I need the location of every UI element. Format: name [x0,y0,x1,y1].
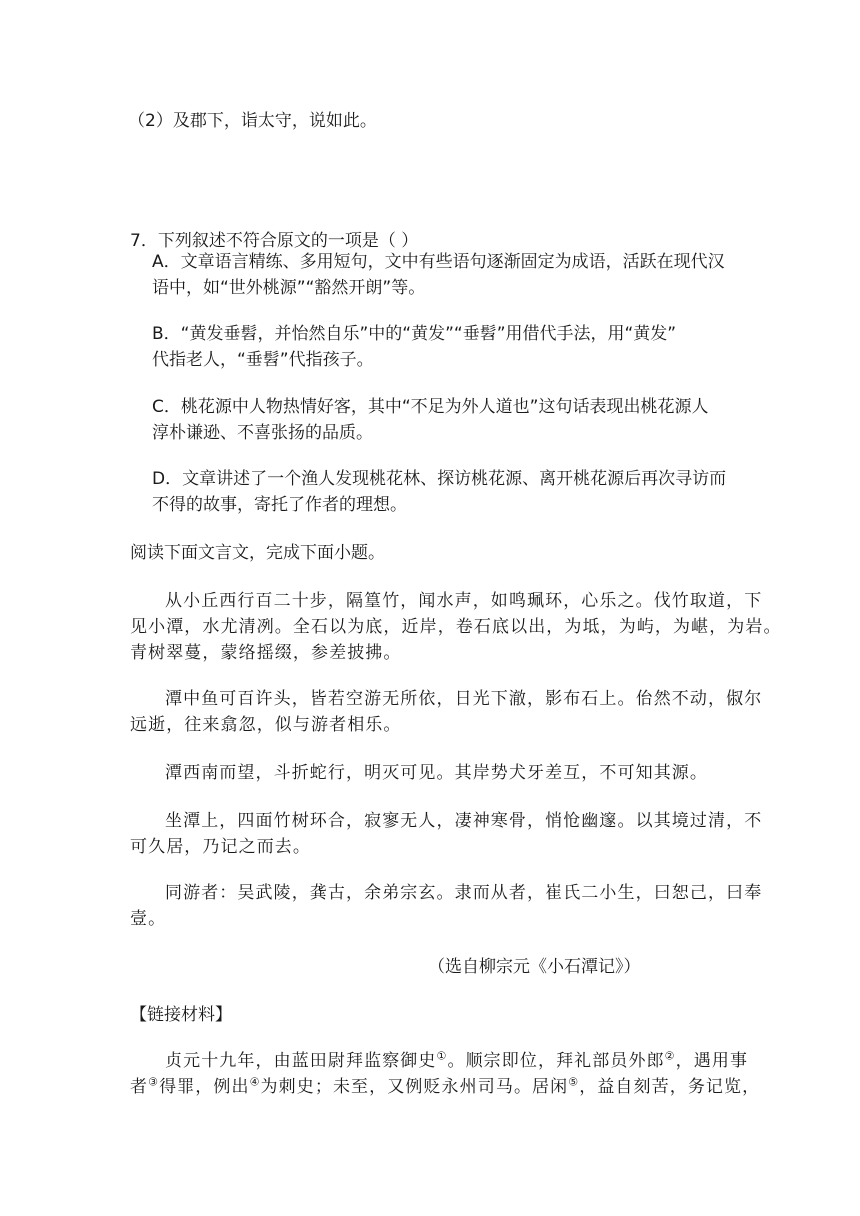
link-line-1-text-b: 。顺宗即位，拜礼部员外郎 [447,1051,665,1071]
link-line-2-text-c: 为刺史；未至，又例贬永州司马。居闲 [260,1077,569,1097]
link-line-1-text-c: ，遇用事 [675,1051,749,1071]
text-para-5-line-1: 同游者：吴武陵，龚古，余弟宗玄。隶而从者，崔氏二小生，曰恕己，曰奉 [165,883,763,903]
option-d-line-2: 不得的故事，寄托了作者的理想。 [152,495,407,515]
option-a-line-2: 语中，如“世外桃源”“豁然开朗”等。 [152,278,426,298]
text-para-5-line-2: 壹。 [130,909,167,929]
text-para-2-line-2: 远逝，往来翕忽，似与游者相乐。 [130,715,402,735]
link-material-heading: 【链接材料】 [130,1005,232,1025]
option-b-line-2: 代指老人，“垂髫”代指孩子。 [152,350,374,370]
link-line-1-text-a: 贞元十九年，由蓝田尉拜监察御史 [165,1051,437,1071]
text-para-3-line-1: 潭西南而望，斗折蛇行，明灭可见。其岸势犬牙差互，不可知其源。 [165,763,708,783]
footnote-marker-3: ③ [148,1075,160,1089]
option-d-line-1: D．文章讲述了一个渔人发现桃花林、探访桃花源、离开桃花源后再次寻访而 [152,469,727,489]
link-line-2-text-d: ，益自刻苦，务记览， [579,1077,761,1097]
text-para-4-line-2: 可久居，乃记之而去。 [130,837,311,857]
footnote-marker-1: ① [436,1049,448,1063]
link-line-2-text-b: 得罪，例出 [159,1077,250,1097]
option-c-line-1: C．桃花源中人物热情好客，其中“不足为外人道也”这句话表现出桃花源人 [152,397,709,417]
text-para-1-line-3: 青树翠蔓，蒙络摇缀，参差披拂。 [130,643,402,663]
footnote-marker-2: ② [664,1049,676,1063]
text-para-2-line-1: 潭中鱼可百许头，皆若空游无所依，日光下澈，影布石上。佁然不动，俶尔 [165,689,763,709]
question-7-stem: 7．下列叙述不符合原文的一项是（ ） [130,231,419,251]
passage-sentence-2: （2）及郡下，诣太守，说如此。 [128,111,377,131]
text-source: （选自柳宗元《小石潭记》） [428,957,641,977]
link-line-2-text-a: 者 [130,1077,149,1097]
footnote-marker-4: ④ [249,1075,261,1089]
text-para-1-line-1: 从小丘西行百二十步，隔篁竹，闻水声，如鸣珮环，心乐之。伐竹取道，下 [165,591,763,611]
reading-instruction: 阅读下面文言文，完成下面小题。 [130,543,385,563]
option-a-line-1: A．文章语言精练、多用短句，文中有些语句逐渐固定为成语，活跃在现代汉 [152,252,725,272]
link-material-line-1 [165,1048,748,1074]
option-b-line-1: B．“黄发垂髫，并怡然自乐”中的“黄发”“垂髫”用借代手法，用“黄发” [152,324,677,344]
option-c-line-2: 淳朴谦逊、不喜张扬的品质。 [152,423,373,443]
text-para-4-line-1: 坐潭上，四面竹树环合，寂寥无人，凄神寒骨，悄怆幽邃。以其境过清，不 [165,811,763,831]
footnote-marker-5: ⑤ [568,1075,580,1089]
text-para-1-line-2: 见小潭，水尤清冽。全石以为底，近岸，卷石底以出，为坻，为屿，为嵁，为岩。 [130,617,782,637]
link-material-line-2 [130,1074,760,1100]
